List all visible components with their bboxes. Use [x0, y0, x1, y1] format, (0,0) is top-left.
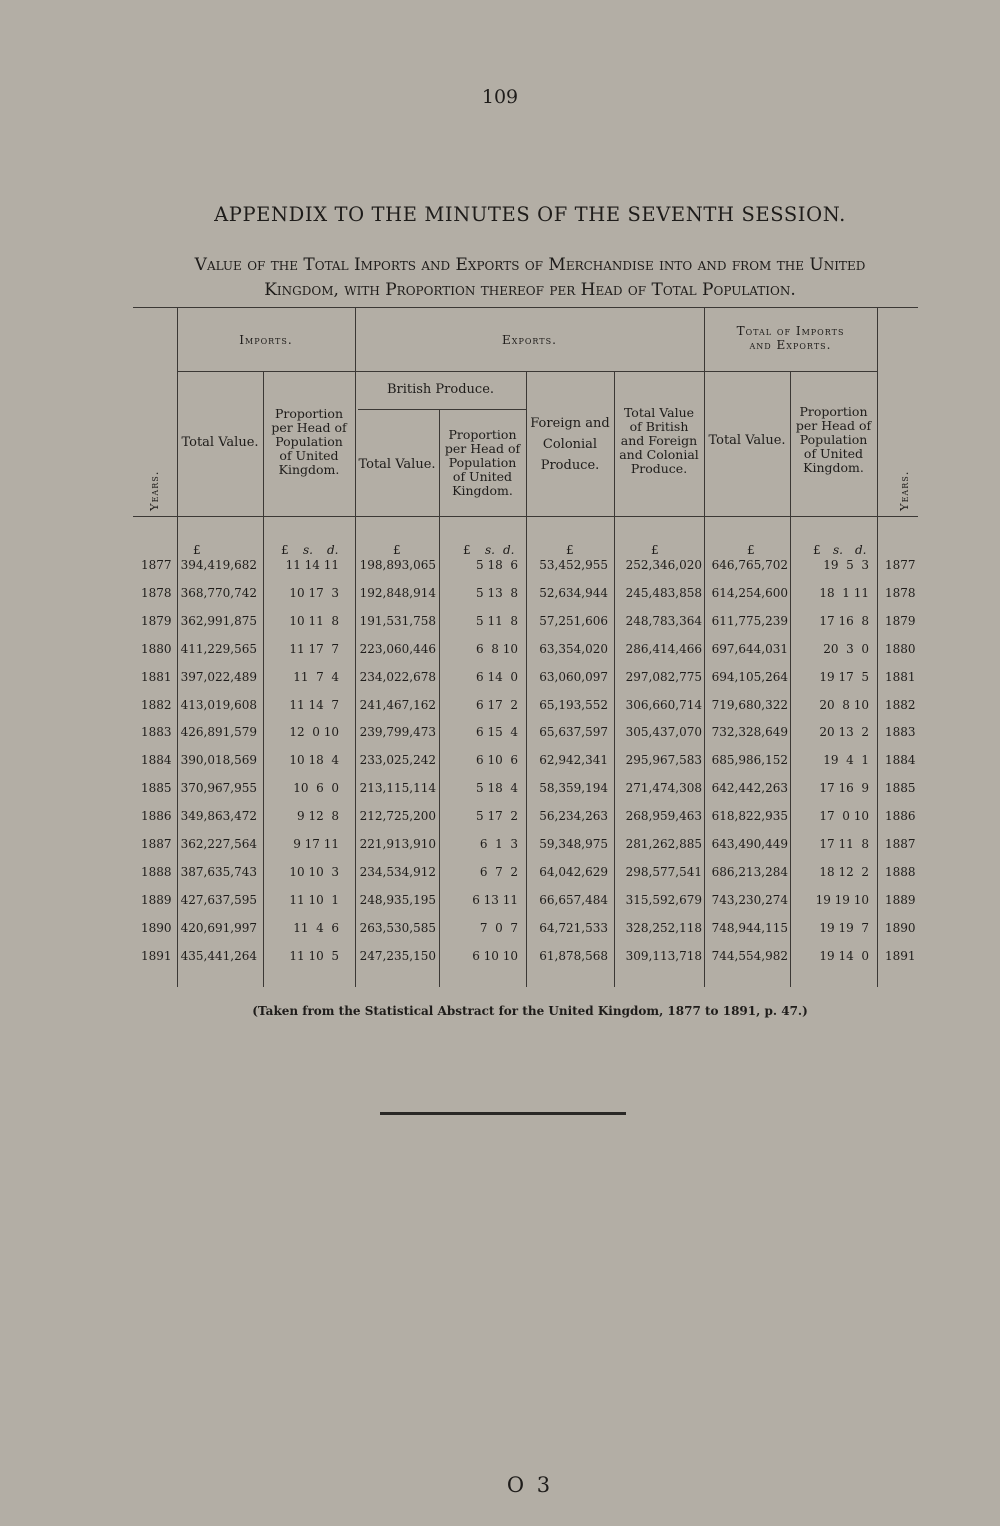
unit-pound-tv: £: [651, 543, 659, 557]
grand-proportion-cell: 19 4 1: [823, 753, 869, 768]
subtitle-line-1: Value of the Total Imports and Exports of Merchandise into and from the United: [194, 255, 866, 275]
unit-pound-imp-prop: £: [281, 543, 289, 557]
foreign-colonial-cell: 59,348,975: [539, 837, 608, 851]
imports-proportion-cell: 10 11 8: [289, 613, 339, 628]
total-exports-cell: 248,783,364: [625, 613, 702, 628]
table-row: [133, 893, 918, 921]
grand-proportion-cell: 19 19 10: [815, 892, 869, 907]
total-exports-cell: 286,414,466: [625, 641, 702, 656]
grand-total-cell: 614,254,600: [711, 585, 788, 600]
imports-total-cell: 394,419,682: [180, 558, 257, 572]
total-exports-cell: 297,082,775: [625, 669, 702, 684]
british-produce-proportion-cell: 5 18 4: [476, 781, 518, 796]
header-subrule: [177, 371, 877, 372]
grand-proportion-cell: 17 16 8: [819, 613, 869, 628]
british-total-value-header: Total Value.: [358, 457, 436, 472]
british-produce-proportion-cell: 6 8 10: [476, 641, 518, 656]
grand-proportion-cell: 19 19 7: [819, 920, 869, 935]
british-produce-proportion-cell: 6 10 6: [476, 753, 518, 768]
year-cell-right: 1886: [885, 809, 916, 824]
year-cell-right: 1887: [885, 837, 916, 851]
imports-proportion-cell: 11 14 7: [289, 697, 339, 712]
total-exports-cell: 306,660,714: [625, 697, 702, 712]
section-rule: [380, 1112, 626, 1115]
british-produce-proportion-cell: 5 17 2: [476, 809, 518, 824]
year-cell-right: 1885: [885, 781, 916, 796]
grand-proportion-cell: 20 3 0: [823, 641, 869, 656]
imports-proportion-cell: 11 17 7: [289, 641, 339, 656]
total-exports-cell: 315,592,679: [625, 892, 702, 907]
foreign-colonial-cell: 65,193,552: [539, 697, 608, 712]
foreign-colonial-cell: 63,354,020: [539, 641, 608, 656]
unit-pound-fc: £: [566, 543, 574, 557]
grand-total-value-header: Total Value.: [708, 433, 786, 448]
year-cell: 1879: [141, 613, 172, 628]
grand-total-cell: 646,765,702: [711, 558, 788, 572]
british-produce-total-cell: 213,115,114: [359, 781, 436, 796]
unit-d-grand-prop: d.: [855, 543, 867, 557]
imports-total-cell: 426,891,579: [180, 725, 257, 740]
british-produce-proportion-cell: 6 7 2: [479, 864, 518, 879]
british-produce-proportion-cell: 6 13 11: [472, 892, 518, 907]
imports-proportion-cell: 12 0 10: [289, 725, 339, 740]
unit-pound-bp-prop: £: [463, 543, 471, 557]
subtitle-line-2: Kingdom, with Proportion thereof per Head of Total Population.: [264, 280, 796, 300]
foreign-colonial-cell: 61,878,568: [539, 948, 608, 963]
unit-s-imp-prop: s.: [303, 543, 313, 557]
table-row: [133, 949, 918, 977]
table-row: [133, 725, 918, 753]
grand-proportion-cell: 17 11 8: [819, 837, 869, 851]
british-produce-total-cell: 221,913,910: [359, 837, 436, 851]
year-cell: 1891: [141, 948, 172, 963]
british-produce-proportion-cell: 5 13 8: [476, 585, 518, 600]
british-produce-total-cell: 263,530,585: [359, 920, 436, 935]
table-row: [133, 558, 918, 586]
grand-total-cell: 611,775,239: [711, 613, 788, 628]
grand-proportion-cell: 20 8 10: [819, 697, 869, 712]
grand-proportion-cell: 18 1 11: [819, 585, 869, 600]
imports-proportion-cell: 11 7 4: [293, 669, 339, 684]
british-produce-proportion-cell: 5 11 8: [476, 613, 518, 628]
imports-total-cell: 370,967,955: [180, 781, 257, 796]
year-cell: 1889: [141, 892, 172, 907]
total-exports-cell: 281,262,885: [625, 837, 702, 851]
table-row: [133, 921, 918, 949]
unit-pound-grand: £: [747, 543, 755, 557]
year-cell: 1885: [141, 781, 172, 796]
total-exports-cell: 245,483,858: [625, 585, 702, 600]
total-exports-cell: 252,346,020: [625, 558, 702, 572]
british-produce-proportion-cell: 6 14 0: [476, 669, 518, 684]
table-subtitle: [140, 253, 920, 303]
unit-d-bp-prop: d.: [503, 543, 515, 557]
grand-total-cell: 719,680,322: [711, 697, 788, 712]
year-cell: 1890: [141, 920, 172, 935]
foreign-colonial-cell: 66,657,484: [539, 892, 608, 907]
british-proportion-header: Proportion per Head of Population of United Kingdom.: [444, 427, 521, 498]
year-cell-right: 1884: [885, 753, 916, 768]
table-row: [133, 586, 918, 614]
grand-proportion-cell: 20 13 2: [819, 725, 869, 740]
page-number: 109: [481, 86, 519, 108]
total-exports-cell: 268,959,463: [625, 809, 702, 824]
imports-proportion-cell: 11 14 11: [285, 558, 339, 572]
imports-proportion-cell: 10 10 3: [289, 864, 339, 879]
foreign-colonial-cell: 62,942,341: [539, 753, 608, 768]
british-produce-proportion-cell: 7 0 7: [479, 920, 518, 935]
year-cell-right: 1888: [885, 864, 916, 879]
grand-proportion-cell: 19 5 3: [823, 558, 869, 572]
total-exports-cell: 309,113,718: [625, 948, 702, 963]
british-produce-total-cell: 247,235,150: [359, 948, 436, 963]
british-produce-total-cell: 233,025,242: [359, 753, 436, 768]
table-row: [133, 809, 918, 837]
table-row: [133, 865, 918, 893]
foreign-colonial-cell: 65,637,597: [539, 725, 608, 740]
year-cell-right: 1881: [885, 669, 916, 684]
imports-header: Imports.: [239, 333, 293, 347]
british-produce-header: British Produce.: [386, 382, 495, 397]
british-produce-total-cell: 239,799,473: [359, 725, 436, 740]
grand-total-cell: 686,213,284: [711, 864, 788, 879]
british-produce-proportion-cell: 6 10 10: [472, 948, 518, 963]
unit-d-imp-prop: d.: [327, 543, 339, 557]
year-cell-right: 1882: [885, 697, 916, 712]
imports-proportion-cell: 11 10 1: [289, 892, 339, 907]
british-produce-total-cell: 234,534,912: [359, 864, 436, 879]
grand-proportion-cell: 17 0 10: [819, 809, 869, 824]
grand-total-cell: 694,105,264: [711, 669, 788, 684]
year-cell-right: 1891: [885, 948, 916, 963]
british-produce-total-cell: 234,022,678: [359, 669, 436, 684]
imports-total-cell: 387,635,743: [180, 864, 257, 879]
unit-pound-grand-prop: £: [813, 543, 821, 557]
grand-total-cell: 642,442,263: [711, 781, 788, 796]
imports-total-cell: 397,022,489: [180, 669, 257, 684]
imports-proportion-cell: 10 6 0: [293, 781, 339, 796]
grand-proportion-cell: 18 12 2: [819, 864, 869, 879]
table-row: [133, 753, 918, 781]
year-cell: 1884: [141, 753, 172, 768]
british-produce-total-cell: 241,467,162: [359, 697, 436, 712]
imports-total-cell: 435,441,264: [180, 948, 257, 963]
grand-total-cell: 685,986,152: [711, 753, 788, 768]
imports-proportion-cell: 11 4 6: [293, 920, 339, 935]
british-produce-proportion-cell: 6 17 2: [476, 697, 518, 712]
table-row: [133, 781, 918, 809]
foreign-colonial-cell: 56,234,263: [539, 809, 608, 824]
foreign-colonial-cell: 53,452,955: [539, 558, 608, 572]
imports-total-cell: 362,991,875: [180, 613, 257, 628]
imports-total-cell: 390,018,569: [180, 753, 257, 768]
imports-proportion-cell: 10 18 4: [289, 753, 339, 768]
year-cell: 1877: [141, 558, 172, 572]
year-cell-right: 1878: [885, 585, 916, 600]
grand-proportion-cell: 17 16 9: [819, 781, 869, 796]
grand-total-cell: 744,554,982: [711, 948, 788, 963]
foreign-colonial-cell: 58,359,194: [539, 781, 608, 796]
british-produce-total-cell: 212,725,200: [359, 809, 436, 824]
british-produce-proportion-cell: 6 15 4: [476, 725, 518, 740]
year-cell: 1882: [141, 697, 172, 712]
grand-total-cell: 618,822,935: [711, 809, 788, 824]
table-row: [133, 837, 918, 865]
total-value-british-foreign-header: Total Value of British and Foreign and Colonial Produce.: [619, 405, 699, 476]
total-exports-cell: 305,437,070: [625, 725, 702, 740]
imports-total-cell: 413,019,608: [180, 697, 257, 712]
year-cell: 1878: [141, 585, 172, 600]
grand-proportion-header: Proportion per Head of Population of United Kingdom.: [795, 404, 872, 475]
british-produce-total-cell: 192,848,914: [359, 585, 436, 600]
total-exports-cell: 298,577,541: [625, 864, 702, 879]
imports-proportion-cell: 10 17 3: [289, 585, 339, 600]
imports-total-cell: 349,863,472: [180, 809, 257, 824]
imports-total-cell: 411,229,565: [180, 641, 257, 656]
unit-pound-imports: £: [193, 543, 201, 557]
years-header-left: Years.: [147, 470, 161, 511]
foreign-colonial-cell: 52,634,944: [539, 585, 608, 600]
grand-total-cell: 697,644,031: [711, 641, 788, 656]
year-cell: 1881: [141, 669, 172, 684]
imports-total-cell: 368,770,742: [180, 585, 257, 600]
year-cell-right: 1880: [885, 641, 916, 656]
british-produce-rule: [358, 409, 526, 410]
imports-total-value-header: Total Value.: [181, 435, 259, 450]
grand-total-cell: 732,328,649: [711, 725, 788, 740]
source-note: (Taken from the Statistical Abstract for the United Kingdom, 1877 to 1891, p. 47.): [252, 1004, 808, 1018]
grand-proportion-cell: 19 17 5: [819, 669, 869, 684]
foreign-colonial-cell: 57,251,606: [539, 613, 608, 628]
trade-table: [133, 307, 918, 989]
table-row: [133, 642, 918, 670]
signature-mark: O 3: [506, 1473, 554, 1497]
imports-proportion-header: Proportion per Head of Population of United Kingdom.: [271, 406, 347, 477]
total-exports-cell: 328,252,118: [625, 920, 702, 935]
foreign-colonial-header: Foreign and Colonial Produce.: [530, 416, 610, 473]
foreign-colonial-cell: 64,042,629: [539, 864, 608, 879]
year-cell-right: 1889: [885, 892, 916, 907]
imports-total-cell: 427,637,595: [180, 892, 257, 907]
table-top-rule: [133, 307, 918, 308]
year-cell: 1883: [141, 725, 172, 740]
exports-header: Exports.: [502, 333, 557, 347]
unit-s-bp-prop: s.: [485, 543, 495, 557]
unit-s-grand-prop: s.: [833, 543, 843, 557]
unit-pound-bp: £: [393, 543, 401, 557]
imports-total-cell: 420,691,997: [180, 920, 257, 935]
imports-total-cell: 362,227,564: [180, 837, 257, 851]
year-cell: 1887: [141, 837, 172, 851]
table-row: [133, 698, 918, 726]
year-cell: 1880: [141, 641, 172, 656]
year-cell-right: 1883: [885, 725, 916, 740]
imports-proportion-cell: 9 17 11: [293, 837, 339, 851]
british-produce-total-cell: 223,060,446: [359, 641, 436, 656]
british-produce-total-cell: 198,893,065: [359, 558, 436, 572]
table-row: [133, 670, 918, 698]
year-cell-right: 1890: [885, 920, 916, 935]
foreign-colonial-cell: 63,060,097: [539, 669, 608, 684]
british-produce-proportion-cell: 6 1 3: [479, 837, 518, 851]
grand-total-cell: 748,944,115: [711, 920, 788, 935]
british-produce-proportion-cell: 5 18 6: [476, 558, 518, 572]
grand-proportion-cell: 19 14 0: [819, 948, 869, 963]
total-imports-exports-header: Total of Imports and Exports.: [736, 324, 845, 352]
grand-total-cell: 743,230,274: [711, 892, 788, 907]
year-cell-right: 1877: [885, 558, 916, 572]
imports-proportion-cell: 9 12 8: [297, 809, 339, 824]
foreign-colonial-cell: 64,721,533: [539, 920, 608, 935]
total-exports-cell: 271,474,308: [625, 781, 702, 796]
year-cell: 1888: [141, 864, 172, 879]
grand-total-cell: 643,490,449: [711, 837, 788, 851]
year-cell: 1886: [141, 809, 172, 824]
british-produce-total-cell: 191,531,758: [359, 613, 436, 628]
imports-proportion-cell: 11 10 5: [289, 948, 339, 963]
british-produce-total-cell: 248,935,195: [359, 892, 436, 907]
table-row: [133, 614, 918, 642]
appendix-title: APPENDIX TO THE MINUTES OF THE SEVENTH SESSION.: [214, 203, 846, 226]
total-exports-cell: 295,967,583: [625, 753, 702, 768]
years-header-right: Years.: [897, 470, 911, 511]
year-cell-right: 1879: [885, 613, 916, 628]
